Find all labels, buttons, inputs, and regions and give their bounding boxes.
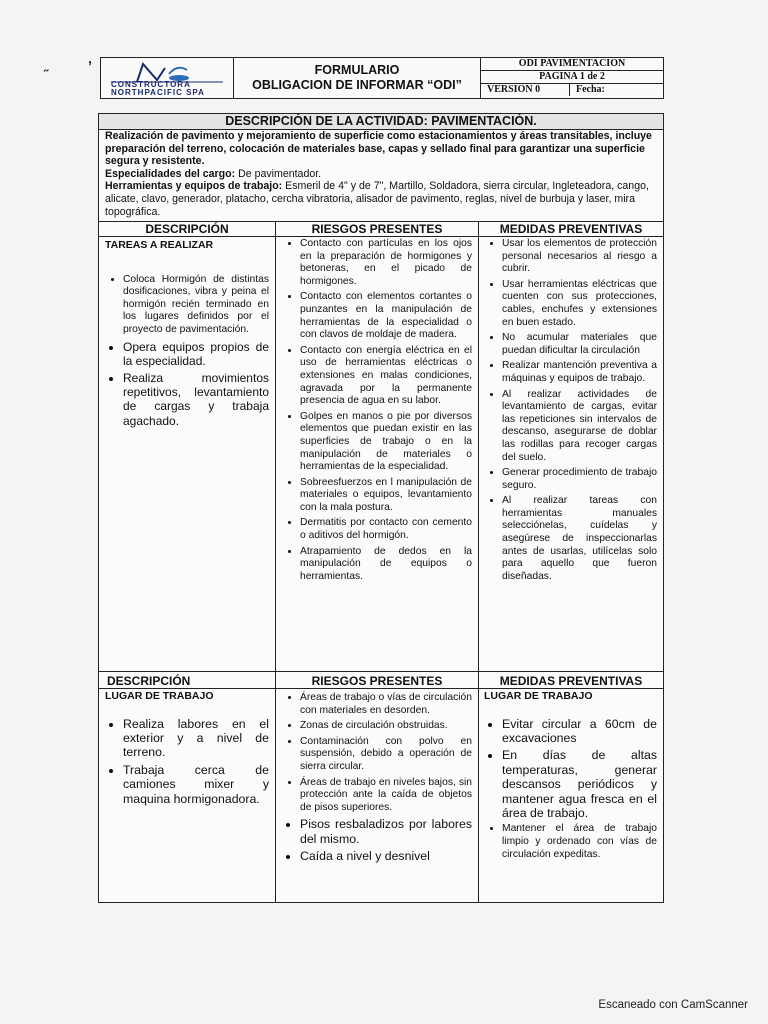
list-item: • Al realizar actividades de levantamiento de cargas, evitar las repeticiones sin intervalos de descanso, asegurarse de doblar las rodillas para recoger cargas del suelo. [502,389,657,465]
riesgos-list-2b [282,817,472,863]
activity-description [105,130,657,218]
tools-value: Esmeril de 4" y de 7", Martillo, Soldadora, sierra circular, Ingleteadora, cango, alicate, clavo, generador, platacho, cercha vibratoria, alisador de pavimento, reglas, nivel de burbuja y laser, mira topográfica. [105,180,649,218]
list-item: • Pisos resbaladizos por labores del mismo. [300,817,472,846]
activity-description-text: Realización de pavimento y mejoramiento de superficie como estacionamientos y áreas transitables, incluye preparación del terreno, colocación de materiales base, capas y sellado final para garantizar una superficie segura y resistente. [105,130,652,168]
doc-control-box [481,58,663,98]
column-divider [275,221,276,902]
page-number: PAGINA 1 de 2 [481,71,663,84]
col-header-riesgos-2: RIESGOS PRESENTES [311,674,443,688]
list-item: • Realiza labores en el exterior y a nivel de terreno. [123,717,269,760]
medidas-cell [484,238,657,586]
riesgos-list-2 [282,692,472,814]
col-header-medidas-2: MEDIDAS PREVENTIVAS [499,674,643,688]
tools-label: Herramientas y equipos de trabajo: [105,180,283,193]
lugar-subhead: LUGAR DE TRABAJO [105,690,214,702]
medidas-list-2b [484,823,657,861]
riesgos-cell-2 [282,692,472,867]
version: VERSION 0 [481,84,570,96]
medidas-list-2 [484,717,657,821]
column-divider [478,221,479,902]
list-item: • Trabaja cerca de camiones mixer y maquina hormigonadora. [123,763,269,806]
list-item: • Dermatitis por contacto con cemento o aditivos del hormigón. [300,517,472,542]
scan-mark: ˶ [44,60,49,76]
col-header-descripcion-2: DESCRIPCIÓN [107,674,191,688]
cargo-value: De pavimentador. [238,167,322,180]
tareas-list [105,274,269,428]
list-item: • Evitar circular a 60cm de excavaciones [502,717,657,746]
list-item: • Usar herramientas eléctricas que cuenten con sus protecciones, cables, enchufes y extensiones en buen estado. [502,279,657,329]
list-item: • Contacto con partículas en los ojos en la preparación de hormigones y betoneras, en el picado de hormigones. [300,238,472,288]
form-title [234,58,481,98]
lugar-list [105,717,269,806]
riesgos-list [282,238,472,583]
divider [99,236,663,237]
col-header-medidas: MEDIDAS PREVENTIVAS [499,222,643,236]
tareas-subhead: TAREAS A REALIZAR [105,239,214,251]
list-item: • Contacto con elementos cortantes o punzantes en la manipulación de herramientas de la especialidad o con clavos de moldaje de madera. [300,291,472,341]
fecha: Fecha: [576,84,605,95]
list-item: • Atrapamiento de dedos en la manipulación de equipos o herramientas. [300,546,472,584]
logo-line2: NORTHPACIFIC SPA [111,88,205,97]
list-item: • Opera equipos propios de la especialidad. [123,340,269,368]
scan-mark: ʼ [88,58,92,74]
odi-table [98,113,664,903]
lugar-cell [105,690,269,809]
activity-title: DESCRIPCIÓN DE LA ACTIVIDAD: PAVIMENTACIÓN. [99,114,663,130]
col-header-riesgos: RIESGOS PRESENTES [311,222,443,236]
list-item: • Golpes en manos o pie por diversos elementos que puedan existir en las superficies de trabajo o en la manipulación de materiales o herramientas de la especialidad. [300,411,472,474]
list-item: • En días de altas temperaturas, generar descansos periódicos y mantener agua fresca en el área de trabajo. [502,748,657,820]
list-item: • Zonas de circulación obstruidas. [300,720,472,733]
list-item: • Sobreesfuerzos en l manipulación de materiales o equipos, levantamiento con la mala postura. [300,477,472,515]
document-header [100,57,664,99]
form-title-line1: FORMULARIO [314,63,400,77]
medidas-cell-2 [484,690,657,864]
divider [99,688,663,689]
medidas-subhead: LUGAR DE TRABAJO [484,690,593,702]
cargo-label: Especialidades del cargo: [105,167,236,180]
list-item: • Realizar mantención preventiva a máquinas y equipos de trabajo. [502,360,657,385]
list-item: • Al realizar tareas con herramientas manuales selecciónelas, cuídelas y asegúrese de inspeccionarlas antes de usarlas, utilícelas solo para aquello que fueron diseñadas. [502,495,657,583]
list-item: • Mantener el área de trabajo limpio y ordenado con vías de circulación expeditas. [502,823,657,861]
col-header-descripcion: DESCRIPCIÓN [145,222,229,236]
scanner-watermark: Escaneado con CamScanner [598,999,748,1011]
company-logo [101,58,234,98]
list-item: • Áreas de trabajo en niveles bajos, sin protección ante la caída de objetos de pisos superiores. [300,777,472,815]
version-row [481,84,663,96]
list-item: • Usar los elementos de protección personal necesarios al riesgo a cubrir. [502,238,657,276]
list-item: • Generar procedimiento de trabajo seguro. [502,467,657,492]
list-item: • Realiza movimientos repetitivos, levantamiento de cargas y trabaja agachado. [123,371,269,428]
list-item: • Caída a nivel y desnivel [300,849,472,863]
list-item: • Coloca Hormigón de distintas dosificaciones, vibra y peina el hormigón recién terminado en los lugares definidos por el proyecto de pavimentación. [123,274,269,337]
logo-line1: CONSTRUCTORA [111,80,191,89]
list-item: • Áreas de trabajo o vías de circulación con materiales en desorden. [300,692,472,717]
divider [99,671,663,672]
form-title-line2: OBLIGACION DE INFORMAR “ODI” [252,78,462,92]
riesgos-cell [282,238,472,586]
tareas-cell [105,239,269,431]
doc-code: ODI PAVIMENTACION [481,58,663,71]
medidas-list [484,238,657,583]
list-item: • Contaminación con polvo en suspensión, debido a operación de sierra circular. [300,736,472,774]
list-item: • No acumular materiales que puedan dificultar la circulación [502,332,657,357]
list-item: • Contacto con energía eléctrica en el uso de herramientas eléctricas o extensiones en malas condiciones, agravada por la permanente presencia de agua en su labor. [300,345,472,408]
